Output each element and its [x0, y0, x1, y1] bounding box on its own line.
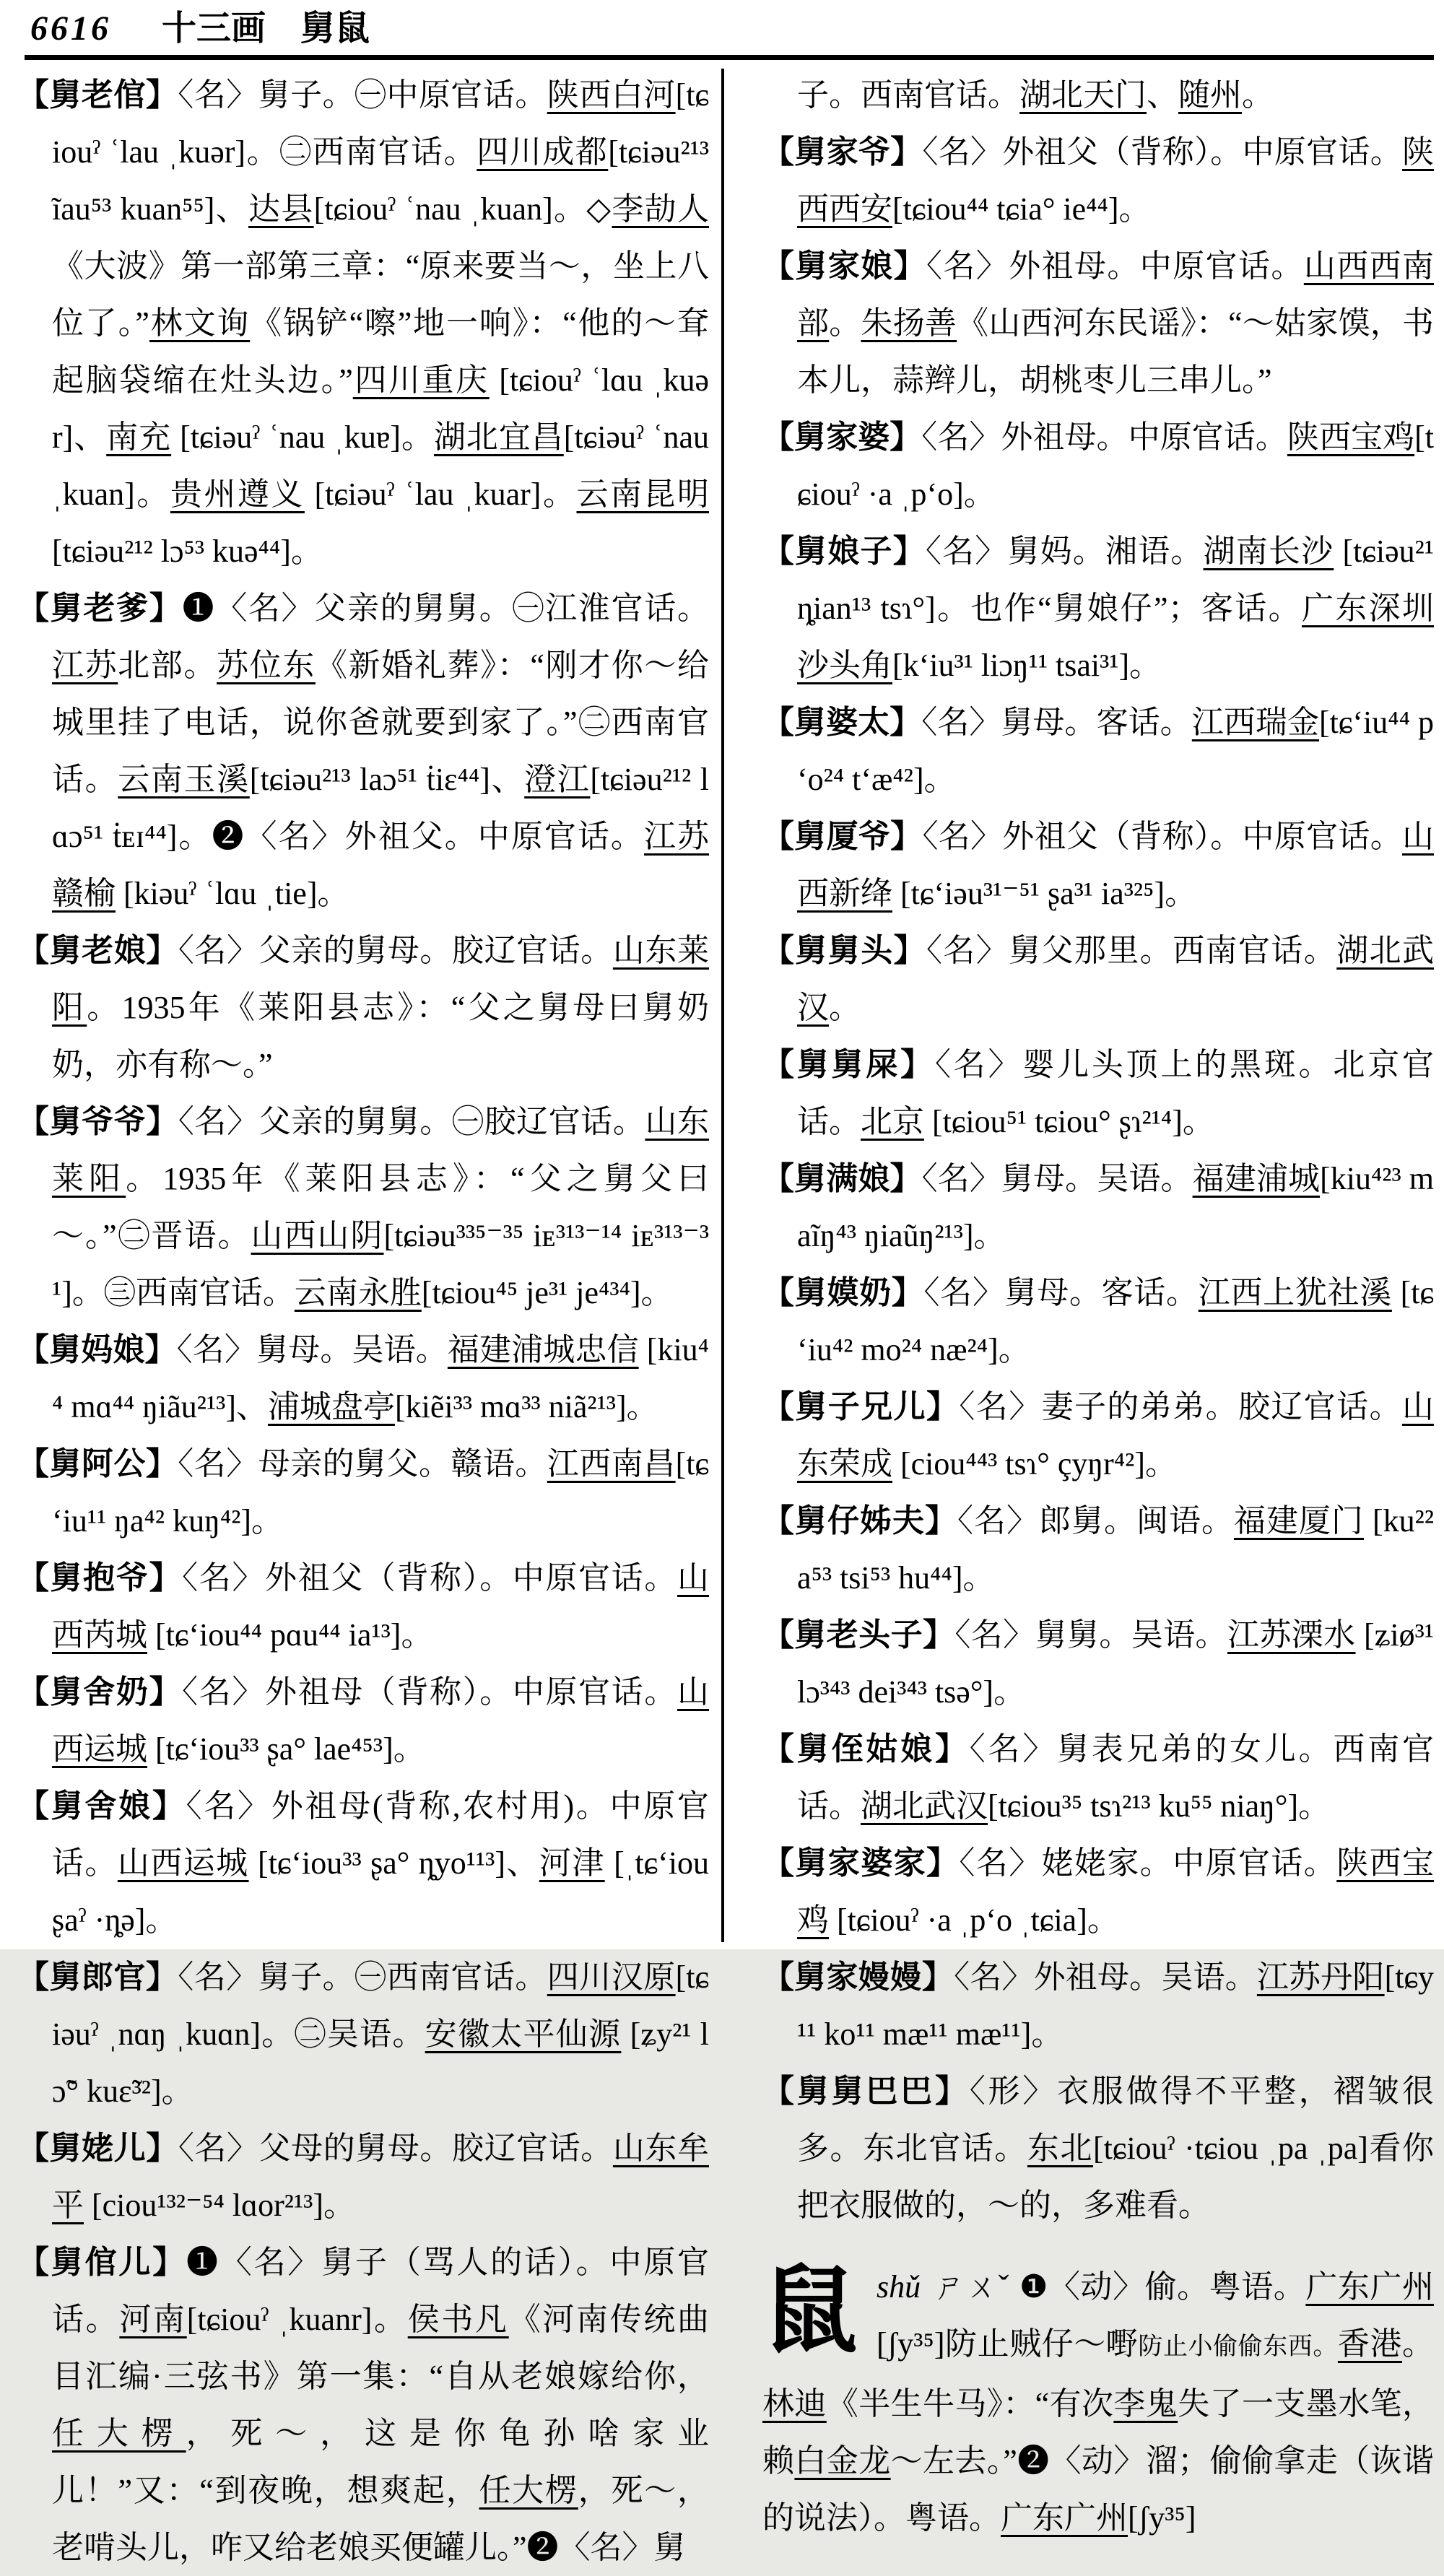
proper-noun: 江苏溧水 — [1227, 1617, 1356, 1653]
proper-noun: 湖北武汉 — [797, 933, 1435, 1025]
dictionary-entry: 【舅阿公】〈名〉母亲的舅父。赣语。江西南昌[tɕʻiu¹¹ ŋa⁴² kuŋ⁴²]。 — [17, 1446, 710, 1539]
entry-headword: 【舅家婆】 — [762, 419, 922, 455]
proper-noun: 云南玉溪 — [118, 762, 250, 797]
entry-headword: 【舅姥儿】 — [17, 2131, 178, 2166]
proper-noun: 北京 — [861, 1104, 924, 1139]
stroke-section-label: 十三画 — [162, 9, 266, 48]
dictionary-entry: 【舅老娘】〈名〉父亲的舅母。胶辽官话。山东莱阳。1935年《莱阳县志》：“父之舅母曰舅奶奶，亦有称～。” — [17, 933, 710, 1082]
entry-headword: 【舅满娘】 — [762, 1161, 922, 1196]
header-rule — [25, 55, 1434, 60]
entry-headword: 【舅舅巴巴】 — [762, 2074, 970, 2109]
dictionary-entry: 【舅仔姊夫】〈名〉郎舅。闽语。福建厦门 [ku²² a⁵³ tsi⁵³ hu⁴⁴]。 — [762, 1503, 1435, 1596]
entry-headword: 【舅家嫚嫚】 — [762, 1959, 954, 1995]
proper-noun: 山西山阴 — [251, 1218, 384, 1253]
dictionary-entry: 【舅抱爷】〈名〉外祖父（背称）。中原官话。山西芮城 [tɕʻiou⁴⁴ pɑu⁴⁴ ia¹³]。 — [17, 1560, 710, 1653]
proper-noun: 湖北武汉 — [861, 1788, 988, 1824]
dictionary-entry: 【舅家嫚嫚】〈名〉外祖母。吴语。江苏丹阳[tɕy¹¹ ko¹¹ mæ¹¹ mæ¹¹]。 — [762, 1959, 1434, 2052]
proper-noun: 湖北宜昌 — [433, 419, 564, 455]
entry-headword: 【舅抱爷】 — [17, 1560, 183, 1596]
proper-noun: 湖南长沙 — [1203, 534, 1334, 569]
proper-noun: 江苏赣榆 — [52, 819, 710, 911]
proper-noun: 江苏丹阳 — [1256, 1959, 1385, 1995]
proper-noun: 香港 — [1337, 2326, 1403, 2362]
proper-noun: 四川汉原 — [547, 1959, 676, 1995]
left-column — [17, 66, 710, 2565]
entry-headword: 【舅老爹】 — [17, 591, 183, 626]
dictionary-entry: 【舅家婆家】〈名〉姥姥家。中原官话。陕西宝鸡 [tɕiouˀ ·a ˌpʻo ˌtɕia]。 — [762, 1845, 1435, 1938]
proper-noun: 福建浦城 — [1192, 1161, 1321, 1196]
entry-headword: 【舅老娘】 — [17, 933, 178, 968]
proper-noun: 陕西宝鸡 — [1287, 419, 1415, 455]
proper-noun: 山西运城 — [52, 1674, 710, 1767]
dictionary-entry: 【舅婆太】〈名〉舅母。客话。江西瑞金[tɕʻiu⁴⁴ pʻo²⁴ tʻæ⁴²]。 — [762, 705, 1435, 797]
entry-headword: 【舅阿公】 — [17, 1446, 178, 1481]
entry-headword: 【舅老头子】 — [762, 1617, 955, 1653]
entry-headword: 【舅舍娘】 — [17, 1788, 186, 1824]
dictionary-entry: 【舅侄姑娘】〈名〉舅表兄弟的女儿。西南官话。湖北武汉[tɕiou³⁵ tsɿ²¹³ ku⁵⁵ niaŋ°]。 — [762, 1731, 1435, 1824]
proper-noun: 任大楞 — [479, 2473, 578, 2508]
dictionary-entry: 【舅舅巴巴】〈形〉衣服做得不平整，褶皱很多。东北官话。东北[tɕiouˀ ·tɕiou ˌpa ˌpa]看你把衣服做的，～的，多难看。 — [762, 2074, 1435, 2223]
proper-noun: 澄江 — [524, 762, 591, 797]
proper-noun: 侯书凡 — [407, 2302, 509, 2337]
pinyin: shǔ — [877, 2269, 921, 2305]
gloss-text: 防止小偷偷东西。 — [1138, 2333, 1338, 2360]
proper-noun: 林迪 — [762, 2386, 827, 2421]
proper-noun: 河南 — [119, 2302, 187, 2337]
proper-noun: 陕西西安 — [797, 134, 1435, 227]
entry-headword: 【舅娘子】 — [762, 534, 926, 569]
proper-noun: 任大楞 — [52, 2416, 186, 2451]
proper-noun: 江西上犹社溪 — [1198, 1275, 1392, 1310]
proper-noun: 江西瑞金 — [1191, 705, 1319, 740]
dictionary-entry: 【舅姥儿】〈名〉父母的舅母。胶辽官话。山东牟平 [ciou¹³²⁻⁵⁴ lɑor²¹³]。 — [17, 2131, 710, 2223]
dictionary-entry: 【舅老爹】❶〈名〉父亲的舅舅。㊀江淮官话。江苏北部。苏位东《新婚礼葬》：“刚才你～给城里挂了电话，说你爸就要到家了。”㊁西南官话。云南玉溪[tɕiəu²¹³ laɔ⁵¹ ṫiɛ⁴⁴]、澄江[tɕiəu²¹² lɑɔ⁵¹ ṫᴇɪ⁴⁴]。❷〈名〉外祖父。中原官话。江苏赣榆 [kiəuˀ ʿlɑu ˌtie]。 — [17, 591, 710, 911]
proper-noun: 山西新绛 — [797, 819, 1435, 911]
proper-noun: 山东莱阳 — [52, 1104, 710, 1196]
column-divider — [721, 69, 724, 1942]
proper-noun: 湖北天门 — [1019, 77, 1147, 113]
proper-noun: 江西南昌 — [547, 1446, 676, 1481]
entry-headword: 【舅舍奶】 — [17, 1674, 183, 1710]
entry-headword: 【舅家娘】 — [762, 248, 926, 284]
entry-headword: 【舅婆太】 — [762, 705, 922, 740]
entry-headword: 【舅郎官】 — [17, 1959, 178, 1995]
entry-headword: 【舅爷爷】 — [17, 1104, 178, 1139]
proper-noun: 陕西宝鸡 — [797, 1845, 1435, 1938]
dictionary-entry: 【舅舅头】〈名〉舅父那里。西南官话。湖北武汉。 — [762, 933, 1435, 1025]
entry-headword: 【舅厦爷】 — [762, 819, 923, 854]
running-head — [162, 10, 370, 48]
dictionary-entry: 【舅娘子】〈名〉舅妈。湘语。湖南长沙 [tɕiəu²¹ ȵian¹³ tsɿ°]。也作“舅娘仔”；客话。广东深圳沙头角[kʻiu³¹ liɔŋ¹¹ tsai³¹]。 — [762, 534, 1435, 683]
entry-headword: 【舅侄姑娘】 — [762, 1731, 970, 1767]
proper-noun: 山西西南部 — [797, 248, 1435, 341]
entry-headword: 【舅倌儿】 — [17, 2245, 186, 2280]
proper-noun: 云南永胜 — [294, 1275, 422, 1310]
proper-noun: 四川重庆 — [352, 362, 490, 398]
proper-noun: 山东荣成 — [797, 1389, 1435, 1481]
dictionary-entry: 【舅家婆】〈名〉外祖母。中原官话。陕西宝鸡[tɕiouˀ ·a ˌpʻo]。 — [762, 419, 1435, 512]
proper-noun: 河津 — [539, 1845, 605, 1881]
proper-noun: 广东广州 — [1001, 2500, 1128, 2536]
proper-noun: 李劼人 — [612, 191, 710, 227]
entry-headword: 【舅老倌】 — [17, 77, 178, 113]
dictionary-entry: 【舅厦爷】〈名〉外祖父（背称）。中原官话。山西新绛 [tɕʻiəu³¹⁻⁵¹ ʂa³¹ ia³²⁵]。 — [762, 819, 1435, 911]
dictionary-entry: 【舅爷爷】〈名〉父亲的舅舅。㊀胶辽官话。山东莱阳。1935年《莱阳县志》：“父之舅父曰～。”㊁晋语。山西山阴[tɕiəu³³⁵⁻³⁵ iᴇ³¹³⁻¹⁴ iᴇ³¹³⁻³¹]。㊂西南官话。云南永胜[tɕiou⁴⁵ je³¹ je⁴³⁴]。 — [17, 1104, 710, 1310]
proper-noun: 东北 — [1027, 2131, 1094, 2166]
entry-headword: 【舅仔姊夫】 — [762, 1503, 957, 1539]
dictionary-entry: 【舅子兄儿】〈名〉妻子的弟弟。胶辽官话。山东荣成 [ciou⁴⁴³ tsɿ° çyŋr⁴²]。 — [762, 1389, 1435, 1481]
proper-noun: 苏位东 — [217, 648, 316, 683]
proper-noun: 随州 — [1178, 77, 1242, 113]
proper-noun: 浦城盘亭 — [268, 1389, 395, 1424]
proper-noun: 陕西白河 — [547, 77, 676, 113]
entry-headword: 【舅家爷】 — [762, 134, 923, 170]
dictionary-entry: 【舅妈娘】〈名〉舅母。吴语。福建浦城忠信 [kiu⁴⁴ mɑ⁴⁴ ŋiãu²¹³]、浦城盘亭[kiẽi³³ mɑ³³ niã²¹³]。 — [17, 1332, 710, 1424]
proper-noun: 山东牟平 — [52, 2131, 710, 2223]
dictionary-entry: 【舅郎官】〈名〉舅子。㊀西南官话。四川汉原[tɕiəuˀ ˌnɑŋ ˌkuɑn]。㊁吴语。安徽太平仙源 [ʑy²¹ lɔ̃° kuɛ̃³²]。 — [17, 1959, 710, 2109]
dictionary-entry-head-character: 鼠shǔ ㄕㄨˇ ❶〈动〉偷。粤语。广东广州 [ʃy³⁵]防止贼仔～嘢防止小偷偷东西。香港。林迪《半生牛马》：“有次李鬼失了一支墨水笔，赖白金龙～左去。”❷〈动〉溜；偷偷拿走（诙谐的说法）。粤语。广东广州[ʃy³⁵] — [762, 2258, 1435, 2536]
proper-noun: 安徽太平仙源 — [425, 2016, 622, 2052]
proper-noun: 贵州遵义 — [170, 477, 305, 512]
proper-noun: 达县 — [248, 191, 314, 227]
proper-noun: 白金龙 — [794, 2443, 891, 2479]
proper-noun: 广东深圳沙头角 — [797, 591, 1434, 683]
entry-headword: 【舅嫫奶】 — [762, 1275, 924, 1310]
proper-noun: 山东莱阳 — [52, 933, 710, 1025]
proper-noun: 林文询 — [149, 305, 251, 341]
entry-continuation: 子。西南官话。湖北天门、随州。 — [797, 77, 1274, 113]
entry-headword: 【舅子兄儿】 — [762, 1389, 960, 1424]
proper-noun: 云南昆明 — [576, 477, 710, 512]
dictionary-entry: 【舅老头子】〈名〉舅舅。吴语。江苏溧水 [ʑiø³¹ lɔ³⁴³ dei³⁴³ tsə°]。 — [762, 1617, 1435, 1710]
dictionary-entry: 【舅老倌】〈名〉舅子。㊀中原官话。陕西白河[tɕiouˀ ʿlau ˌkuər]。㊁西南官话。四川成都[tɕiəu²¹³ ĩau⁵³ kuan⁵⁵]、达县[tɕiouˀ ʿnau ˌkuan]。◇李劼人《大波》第一部第三章：“原来要当～，坐上八位了。”林文询《锅铲“嚓”地一响》：“他的～耷起脑袋缩在灶头边。”四川重庆 [tɕiouˀ ʿlɑu ˌkuər]、南充 [tɕiəuˀ ʿnau ˌkuɐ]。湖北宜昌[tɕiəuˀ ʿnau ˌkuan]。贵州遵义 [tɕiəuˀ ʿlau ˌkuar]。云南昆明 [tɕiəu²¹² lɔ⁵³ kuə⁴⁴]。 — [17, 77, 710, 569]
entry-headword: 【舅舅头】 — [762, 933, 926, 968]
entry-headword: 【舅舅屎】 — [762, 1047, 935, 1082]
page-header — [30, 10, 1430, 48]
dictionary-entry: 【舅家爷】〈名〉外祖父（背称）。中原官话。陕西西安[tɕiou⁴⁴ tɕia° ie⁴⁴]。 — [762, 134, 1435, 227]
proper-noun: 山西运城 — [117, 1845, 249, 1881]
proper-noun: 江苏 — [52, 648, 118, 683]
dictionary-entry: 【舅倌儿】❶〈名〉舅子（骂人的话）。中原官话。河南[tɕiouˀ ˌkuanr]。侯书凡《河南传统曲目汇编·三弦书》第一集：“自从老娘嫁给你，任大楞，死～，这是你龟孙啥家业儿！”又：“到夜晚，想爽起，任大楞，死～，老啃头儿，咋又给老娘买便罐儿。”❷〈名〉舅 — [17, 2245, 710, 2565]
dictionary-entry: 【舅嫫奶】〈名〉舅母。客话。江西上犹社溪 [tɕʻiu⁴² mo²⁴ næ²⁴]。 — [762, 1275, 1435, 1367]
proper-noun: 山西芮城 — [52, 1560, 710, 1653]
proper-noun: 朱扬善 — [861, 305, 957, 341]
zhuyin: ㄕㄨˇ — [934, 2269, 1009, 2305]
entry-headword: 【舅家婆家】 — [762, 1845, 960, 1881]
proper-noun: 南充 — [106, 419, 172, 455]
headword-range: 舅鼠 — [300, 9, 370, 48]
entry-headword: 【舅妈娘】 — [17, 1332, 177, 1367]
proper-noun: 广东广州 — [1305, 2269, 1435, 2305]
dictionary-entry: 【舅舍娘】〈名〉外祖母(背称,农村用)。中原官话。山西运城 [tɕʻiou³³ ʂa° ȵyo¹¹³]、河津 [ˌtɕʻiou ʂaˀ ·ȵə]。 — [17, 1788, 710, 1938]
head-character: 鼠 — [762, 2258, 858, 2364]
dictionary-entry: 【舅舍奶】〈名〉外祖母（背称）。中原官话。山西运城 [tɕʻiou³³ ʂa° lae⁴⁵³]。 — [17, 1674, 710, 1767]
proper-noun: 福建浦城忠信 — [447, 1332, 639, 1367]
dictionary-entry: 【舅家娘】〈名〉外祖母。中原官话。山西西南部。朱扬善《山西河东民谣》：“～姑家馍，书本儿，蒜辫儿，胡桃枣儿三串儿。” — [762, 248, 1435, 398]
proper-noun: 四川成都 — [477, 134, 609, 170]
proper-noun: 李鬼 — [1113, 2386, 1178, 2421]
right-column — [762, 66, 1435, 2536]
page-number: 6616 — [30, 9, 111, 48]
dictionary-entry: 【舅舅屎】〈名〉婴儿头顶上的黑斑。北京官话。北京 [tɕiou⁵¹ tɕiou° ʂɿ²¹⁴]。 — [762, 1047, 1435, 1139]
proper-noun: 福建厦门 — [1233, 1503, 1364, 1539]
dictionary-entry: 【舅满娘】〈名〉舅母。吴语。福建浦城[kiu⁴²³ maĩŋ⁴³ ŋiaũŋ²¹³]。 — [762, 1161, 1435, 1253]
